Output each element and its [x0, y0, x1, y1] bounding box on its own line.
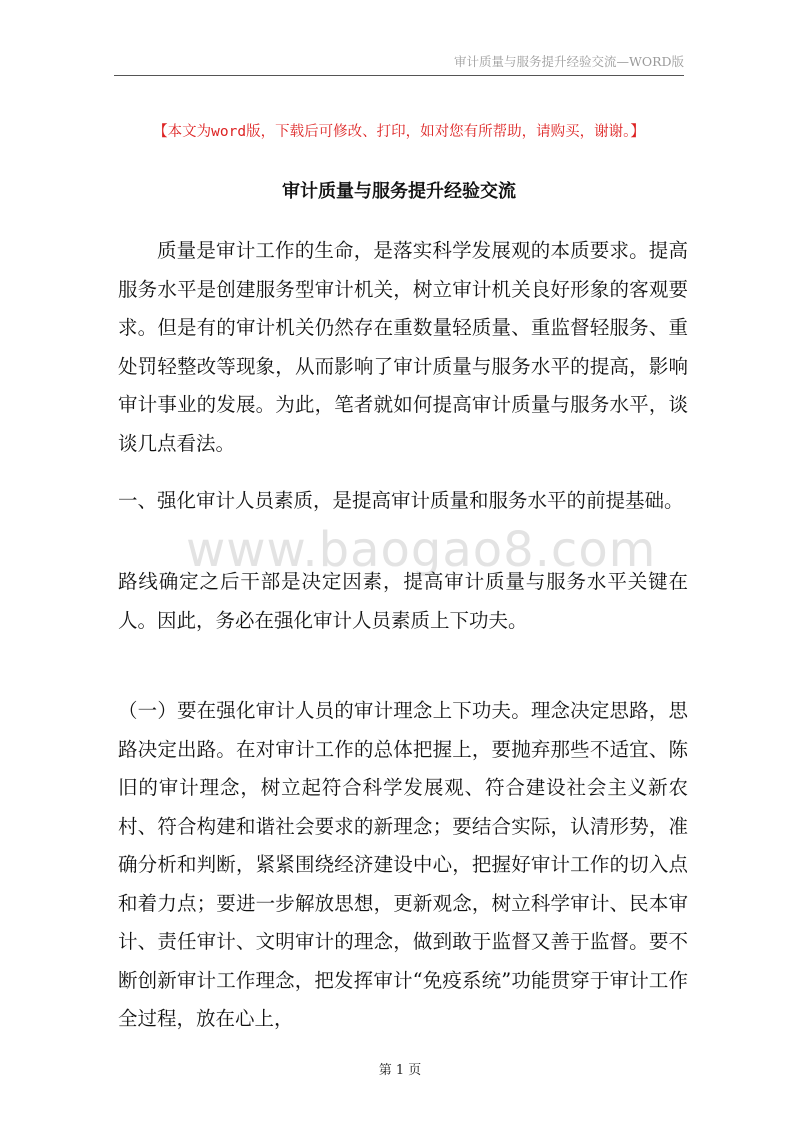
page-number: 第 1 页 — [378, 1063, 422, 1078]
running-header: 审计质量与服务提升经验交流—WORD版 — [453, 54, 684, 69]
paragraph-subsection-1: （一）要在强化审计人员的审计理念上下功夫。理念决定思路，思路决定出路。在对审计工作的总体把握上，要抛弃那些不适宜、陈旧的审计理念，树立起符合科学发展观、符合建设社会主义新农村、符合构建和谐社会要求的新理念；要结合实际，认清形势，准确分析和判断，紧紧围绕经济建设中心，把握好审计工作的切入点和着力点；要进一步解放思想，更新观念，树立科学审计、民本审计、责任审计、文明审计的理念，做到敢于监督又善于监督。要不断创新审计工作理念，把发挥审计“免疫系统”功能贯穿于审计工作全过程，放在心上， — [118, 699, 688, 1030]
download-notice: 【本文为word版，下载后可修改、打印，如对您有所帮助，请购买，谢谢。】 — [153, 124, 645, 140]
header-divider — [114, 75, 684, 76]
document-title: 审计质量与服务提升经验交流 — [282, 181, 516, 202]
section-heading-1: 一、强化审计人员素质，是提高审计质量和服务水平的前提基础。 — [118, 489, 684, 512]
watermark: www.baogao8.com — [186, 522, 657, 578]
paragraph-intro: 质量是审计工作的生命，是落实科学发展观的本质要求。提高服务水平是创建服务型审计机关，树立审计机关良好形象的客观要求。但是有的审计机关仍然存在重数量轻质量、重监督轻服务、重处罚轻整改等现象，从而影响了审计质量与服务水平的提高，影响审计事业的发展。为此，笔者就如何提高审计质量与服务水平，谈谈几点看法。 — [118, 239, 688, 455]
paragraph-section-1: 路线确定之后干部是决定因素，提高审计质量与服务水平关键在人。因此，务必在强化审计人员素质上下功夫。 — [118, 570, 688, 632]
